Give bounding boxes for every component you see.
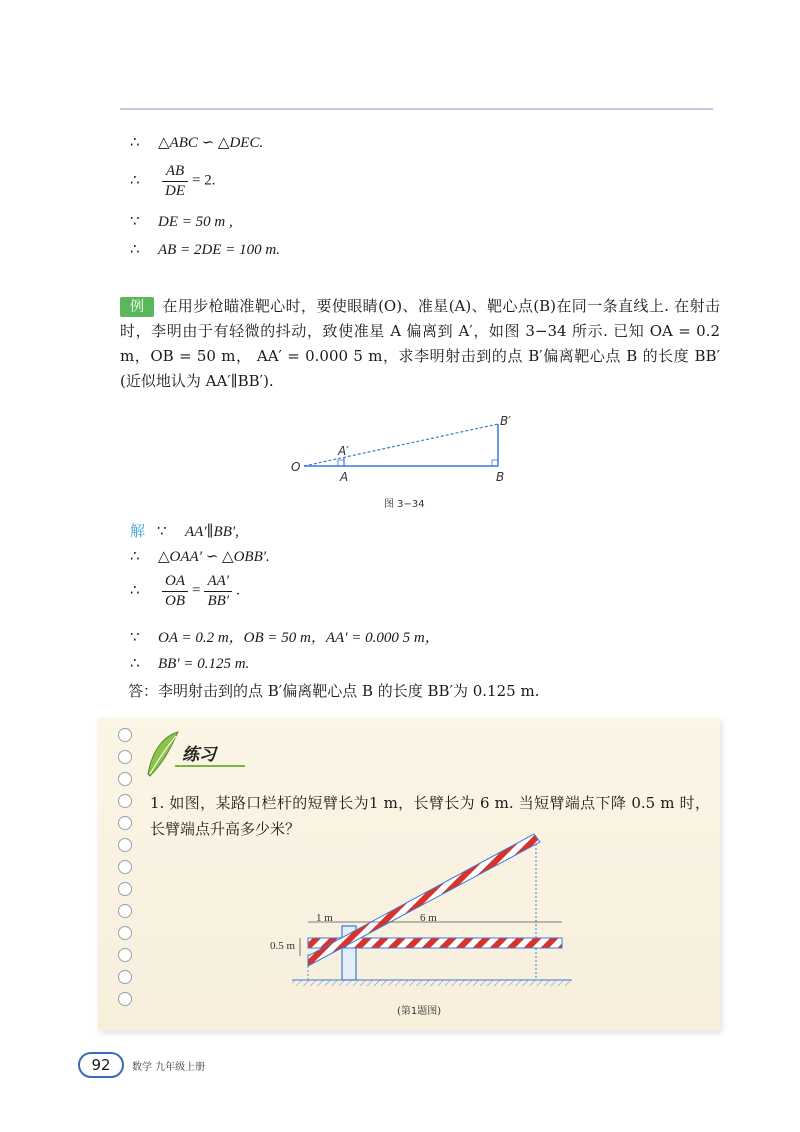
because-symbol: ∵ [130,212,140,230]
numerator: AA′ [204,572,232,592]
solution-text: △OAA′ ∽ △OBB′. [158,549,270,565]
binder-ring [118,992,132,1006]
binder-ring [118,838,132,852]
binder-ring [118,860,132,874]
label-0-5m: 0.5 m [270,940,296,952]
label-o: O [291,460,301,474]
label-a-prime: A′ [338,444,349,458]
page-header-band [0,0,800,110]
proof-line-3 [130,212,233,231]
numerator: AB [162,162,188,182]
solution-text: AA′∥BB′, [185,524,239,540]
label-b-prime: B′ [500,414,511,428]
binder-ring [118,816,132,830]
period: . [236,582,240,599]
ground-hatch [292,980,572,986]
binder-ring [118,750,132,764]
binder-ring [118,772,132,786]
solution-line-2 [130,547,270,566]
practice-title: 练习 [182,745,216,765]
because-symbol: ∵ [157,522,167,540]
leaf-icon [142,730,182,780]
solution-label: 解 [130,522,146,540]
proof-text: DE = 50 m , [158,214,233,230]
proof-text: AB = 2DE = 100 m. [158,242,280,258]
therefore-symbol: ∴ [130,654,140,672]
therefore-symbol: ∴ [130,580,140,599]
example-text: 在用步枪瞄准靶心时，要使眼睛(O)、准星(A)、靶心点(B)在同一条直线上. 在射击时，李明由于有轻微的抖动，致使准星 A 偏离到 A′，如图 3−34 所示. 已知 OA = 0.2 m，OB = 50 m， AA′ = 0.000 5 m，求李明射击到的点 B′偏离靶心点 B 的长度 BB′(近似地认为 AA′∥BB′). [120,297,720,390]
practice-question-1: 1. 如图，某路口栏杆的短臂长为1 m，长臂长为 6 m. 当短臂端点下降 0.5 m 时，长臂端点升高多少米？ [150,794,710,838]
binder-ring [118,882,132,896]
solution-text: BB′ = 0.125 m. [158,656,250,672]
because-symbol: ∵ [130,628,140,646]
fraction [204,572,232,611]
proof-line-1 [130,133,263,152]
label-6m: 6 m [420,912,437,924]
binder-ring [118,904,132,918]
numerator: OA [162,572,188,592]
solution-line-5 [130,654,249,673]
denominator: BB′ [207,592,230,609]
fraction [162,572,188,611]
example-badge: 例 [120,297,154,317]
binder-ring [118,728,132,742]
fraction [162,162,188,201]
solution-line-4 [130,626,440,647]
right-angle-mark-a [338,460,344,466]
label-1m: 1 m [316,912,333,924]
answer-line: 答：李明射击到的点 B′偏离靶心点 B 的长度 BB′为 0.125 m. [128,682,540,700]
solution-line-1 [130,520,239,541]
label-b: B [496,470,505,484]
example-paragraph [120,294,720,394]
solution-text: OA = 0.2 m，OB = 50 m，AA′ = 0.000 5 m， [158,630,440,646]
proof-line-2 [130,162,215,201]
therefore-symbol: ∴ [130,547,140,565]
binder-ring [118,926,132,940]
therefore-symbol: ∴ [130,170,140,189]
proof-line-4 [130,240,280,259]
segment-ob-prime [304,424,498,466]
binder-ring [118,948,132,962]
denominator: OB [165,592,185,609]
figure-3-34 [280,412,530,502]
figure-caption: (第1题图) [397,1006,442,1017]
book-title: 数学 九年级上册 [132,1062,206,1073]
barrier-figure [268,830,578,992]
therefore-symbol: ∴ [130,240,140,258]
header-rule [120,108,713,110]
page-number: 92 [78,1052,124,1078]
denominator: DE [165,182,185,199]
equals-sign: = [192,582,201,599]
practice-title-underline [175,765,245,767]
label-a: A [340,470,349,484]
solution-line-3 [130,572,240,611]
binder-ring [118,794,132,808]
proof-text: △ABC ∽ △DEC. [158,135,264,151]
proof-text: = 2. [192,172,216,189]
binder-ring [118,970,132,984]
figure-caption: 图 3−34 [384,499,425,510]
right-angle-mark-b [492,460,498,466]
therefore-symbol: ∴ [130,133,140,151]
